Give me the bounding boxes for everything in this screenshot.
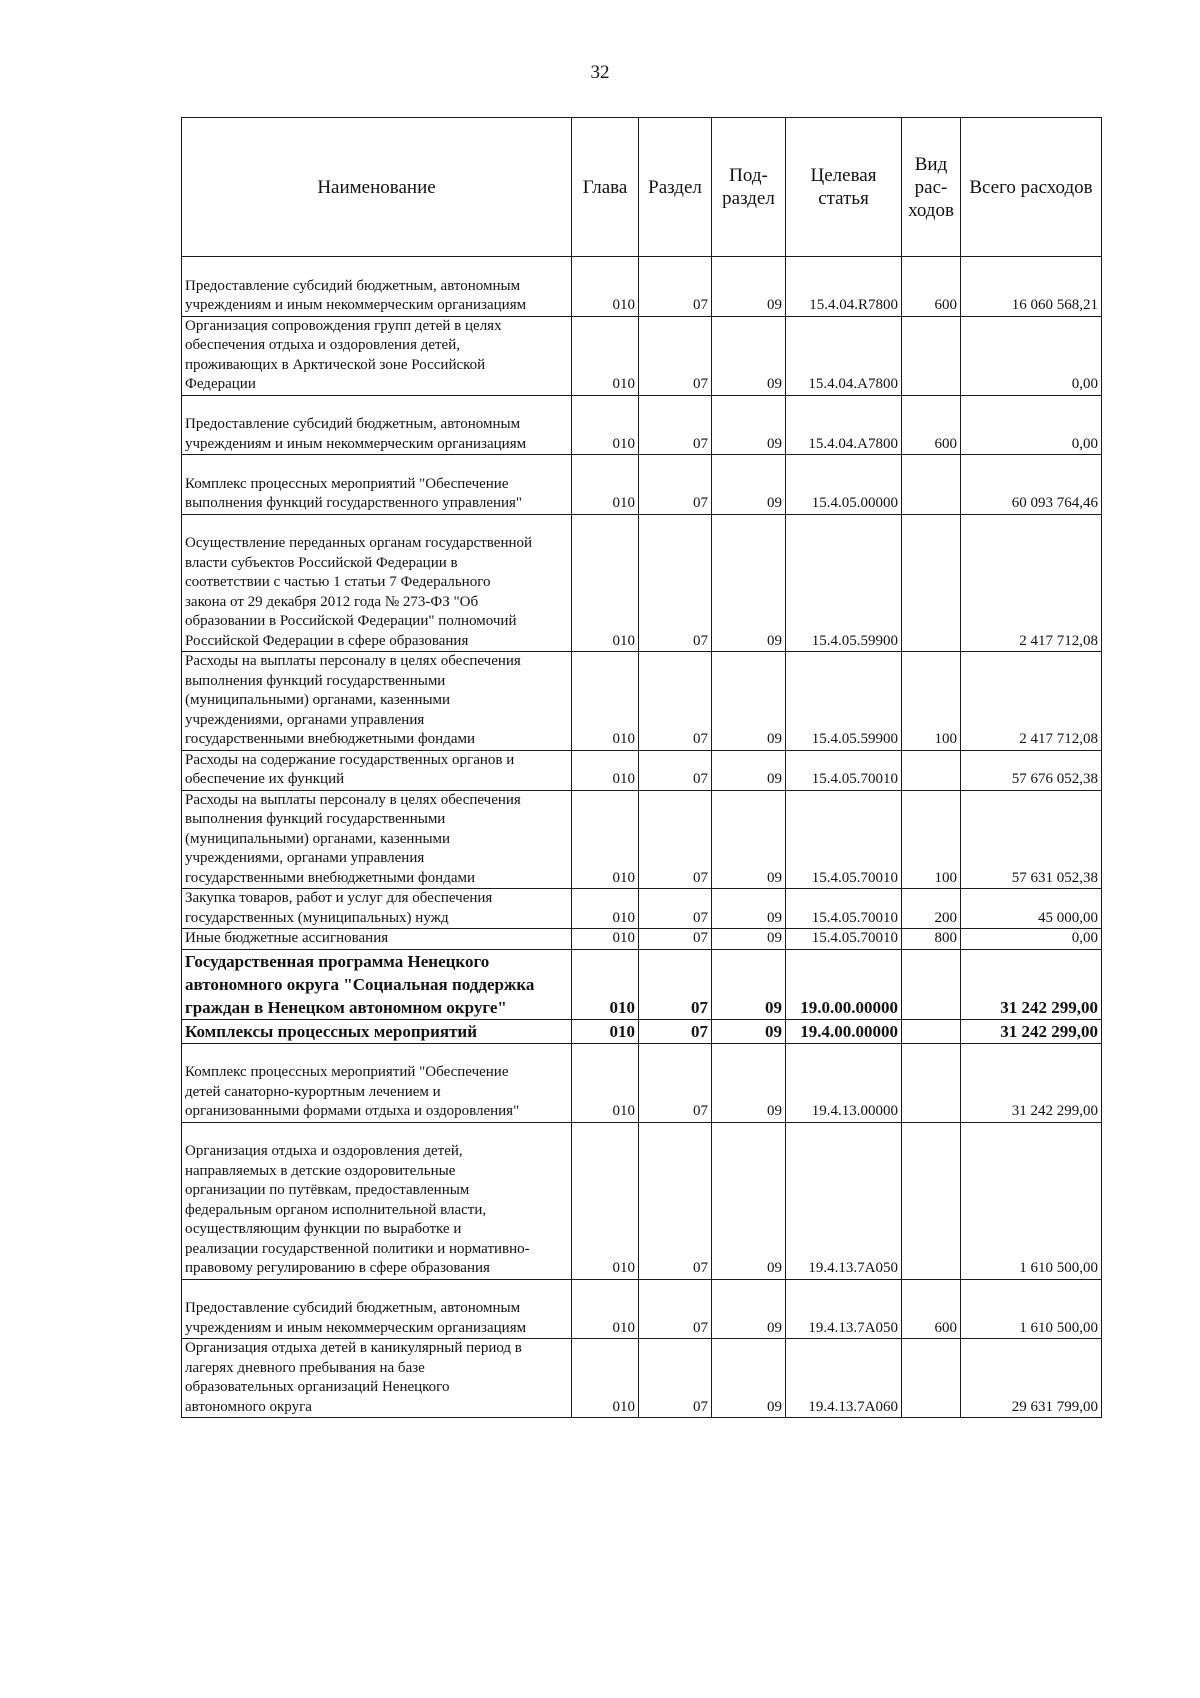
row-section: 07 [639, 316, 712, 395]
table-row [182, 395, 1102, 455]
row-section: 07 [639, 750, 712, 790]
row-section: 07 [639, 790, 712, 889]
row-chapter: 010 [572, 889, 639, 929]
row-section: 07 [639, 1122, 712, 1279]
table-row [182, 889, 1102, 929]
row-target-article: 19.4.13.7А050 [786, 1122, 902, 1279]
row-name: Организация отдыха детей в каникулярный период в лагерях дневного пребывания на базе образовательных организаций Ненецкого автономного округа [182, 1339, 572, 1418]
row-chapter: 010 [572, 1122, 639, 1279]
row-section: 07 [639, 652, 712, 751]
row-expense-type: 100 [902, 790, 961, 889]
row-target-article: 15.4.05.59900 [786, 514, 902, 652]
row-name: Предоставление субсидий бюджетным, автономным учреждениям и иным некоммерческим организациям [182, 257, 572, 317]
table-row [182, 750, 1102, 790]
row-target-article: 15.4.05.70010 [786, 750, 902, 790]
row-section: 07 [639, 1339, 712, 1418]
row-subsection: 09 [712, 1339, 786, 1418]
row-expense-type: 600 [902, 395, 961, 455]
row-target-article: 15.4.05.70010 [786, 889, 902, 929]
row-subsection: 09 [712, 455, 786, 515]
row-subsection: 09 [712, 652, 786, 751]
row-target-article: 15.4.05.00000 [786, 455, 902, 515]
row-total: 16 060 568,21 [961, 257, 1102, 317]
row-chapter: 010 [572, 1019, 639, 1043]
table-row [182, 1339, 1102, 1418]
table-row [182, 1043, 1102, 1122]
row-target-article: 19.4.13.7А060 [786, 1339, 902, 1418]
header-target-article: Целевая статья [786, 118, 902, 257]
row-name: Организация отдыха и оздоровления детей, направляемых в детские оздоровительные организации по путёвкам, предоставленным федеральным органом исполнительной власти, осуществляющим функции по выработке и реализации государственной политики и нормативно- правовому регулированию в сфере образования [182, 1122, 572, 1279]
row-name: Комплексы процессных мероприятий [182, 1019, 572, 1043]
row-chapter: 010 [572, 750, 639, 790]
row-chapter: 010 [572, 514, 639, 652]
row-section: 07 [639, 949, 712, 1019]
row-name: Государственная программа Ненецкого автономного округа "Социальная поддержка граждан в Ненецком автономном округе" [182, 949, 572, 1019]
row-chapter: 010 [572, 652, 639, 751]
row-name: Предоставление субсидий бюджетным, автономным учреждениям и иным некоммерческим организациям [182, 1279, 572, 1339]
header-name: Наименование [182, 118, 572, 257]
header-expense-type: Вид рас- ходов [902, 118, 961, 257]
row-chapter: 010 [572, 929, 639, 950]
header-section: Раздел [639, 118, 712, 257]
row-expense-type [902, 949, 961, 1019]
row-chapter: 010 [572, 1339, 639, 1418]
row-target-article: 19.0.00.00000 [786, 949, 902, 1019]
row-subsection: 09 [712, 1122, 786, 1279]
row-target-article: 15.4.04.R7800 [786, 257, 902, 317]
row-chapter: 010 [572, 1043, 639, 1122]
table-row [182, 455, 1102, 515]
table-row [182, 1019, 1102, 1043]
row-total: 31 242 299,00 [961, 1043, 1102, 1122]
row-expense-type: 200 [902, 889, 961, 929]
row-name: Комплекс процессных мероприятий "Обеспечение выполнения функций государственного управления" [182, 455, 572, 515]
row-name: Расходы на выплаты персоналу в целях обеспечения выполнения функций государственными (муниципальными) органами, казенными учреждениями, органами управления государственными внебюджетными фондами [182, 790, 572, 889]
table-row [182, 949, 1102, 1019]
row-subsection: 09 [712, 929, 786, 950]
row-subsection: 09 [712, 1019, 786, 1043]
row-subsection: 09 [712, 1279, 786, 1339]
row-section: 07 [639, 1043, 712, 1122]
row-expense-type [902, 1122, 961, 1279]
row-section: 07 [639, 395, 712, 455]
row-name: Расходы на выплаты персоналу в целях обеспечения выполнения функций государственными (муниципальными) органами, казенными учреждениями, органами управления государственными внебюджетными фондами [182, 652, 572, 751]
row-expense-type [902, 1339, 961, 1418]
row-expense-type [902, 455, 961, 515]
row-expense-type [902, 514, 961, 652]
table-row [182, 1279, 1102, 1339]
row-total: 45 000,00 [961, 889, 1102, 929]
table-row [182, 257, 1102, 317]
row-section: 07 [639, 455, 712, 515]
row-total: 2 417 712,08 [961, 652, 1102, 751]
row-subsection: 09 [712, 889, 786, 929]
table-row [182, 514, 1102, 652]
row-subsection: 09 [712, 514, 786, 652]
row-target-article: 15.4.05.70010 [786, 790, 902, 889]
row-subsection: 09 [712, 750, 786, 790]
row-chapter: 010 [572, 395, 639, 455]
table-row [182, 929, 1102, 950]
row-expense-type [902, 750, 961, 790]
table-body [182, 257, 1102, 1418]
row-total: 57 676 052,38 [961, 750, 1102, 790]
row-total: 31 242 299,00 [961, 1019, 1102, 1043]
row-subsection: 09 [712, 949, 786, 1019]
row-target-article: 15.4.05.70010 [786, 929, 902, 950]
table-row [182, 652, 1102, 751]
header-total: Всего расходов [961, 118, 1102, 257]
row-chapter: 010 [572, 790, 639, 889]
row-expense-type: 800 [902, 929, 961, 950]
row-total: 1 610 500,00 [961, 1122, 1102, 1279]
row-name: Предоставление субсидий бюджетным, автономным учреждениям и иным некоммерческим организациям [182, 395, 572, 455]
row-expense-type [902, 316, 961, 395]
row-target-article: 19.4.00.00000 [786, 1019, 902, 1043]
row-chapter: 010 [572, 1279, 639, 1339]
header-chapter: Глава [572, 118, 639, 257]
row-target-article: 15.4.05.59900 [786, 652, 902, 751]
row-target-article: 15.4.04.А7800 [786, 316, 902, 395]
row-target-article: 15.4.04.А7800 [786, 395, 902, 455]
row-chapter: 010 [572, 257, 639, 317]
row-section: 07 [639, 929, 712, 950]
table-header-row [182, 118, 1102, 257]
row-subsection: 09 [712, 790, 786, 889]
row-total: 1 610 500,00 [961, 1279, 1102, 1339]
row-name: Осуществление переданных органам государственной власти субъектов Российской Федерации в соответствии с частью 1 статьи 7 Федерального закона от 29 декабря 2012 года № 273-ФЗ "Об образовании в Российской Федерации" полномочий Российской Федерации в сфере образования [182, 514, 572, 652]
row-name: Организация сопровождения групп детей в целях обеспечения отдыха и оздоровления детей, проживающих в Арктической зоне Российской Федерации [182, 316, 572, 395]
row-name: Иные бюджетные ассигнования [182, 929, 572, 950]
row-subsection: 09 [712, 316, 786, 395]
row-section: 07 [639, 1019, 712, 1043]
row-expense-type [902, 1019, 961, 1043]
row-expense-type: 600 [902, 1279, 961, 1339]
row-total: 2 417 712,08 [961, 514, 1102, 652]
row-name: Закупка товаров, работ и услуг для обеспечения государственных (муниципальных) нужд [182, 889, 572, 929]
table-row [182, 316, 1102, 395]
row-total: 29 631 799,00 [961, 1339, 1102, 1418]
row-section: 07 [639, 257, 712, 317]
row-total: 0,00 [961, 316, 1102, 395]
row-total: 57 631 052,38 [961, 790, 1102, 889]
row-total: 31 242 299,00 [961, 949, 1102, 1019]
row-name: Комплекс процессных мероприятий "Обеспечение детей санаторно-курортным лечением и организованными формами отдыха и оздоровления" [182, 1043, 572, 1122]
budget-table [181, 117, 1102, 1418]
row-target-article: 19.4.13.00000 [786, 1043, 902, 1122]
row-subsection: 09 [712, 395, 786, 455]
row-section: 07 [639, 1279, 712, 1339]
row-expense-type: 600 [902, 257, 961, 317]
row-total: 0,00 [961, 395, 1102, 455]
table-row [182, 790, 1102, 889]
header-subsection: Под- раздел [712, 118, 786, 257]
row-chapter: 010 [572, 949, 639, 1019]
row-section: 07 [639, 889, 712, 929]
row-expense-type: 100 [902, 652, 961, 751]
row-chapter: 010 [572, 455, 639, 515]
row-target-article: 19.4.13.7А050 [786, 1279, 902, 1339]
row-section: 07 [639, 514, 712, 652]
row-chapter: 010 [572, 316, 639, 395]
row-name: Расходы на содержание государственных органов и обеспечение их функций [182, 750, 572, 790]
table-row [182, 1122, 1102, 1279]
row-subsection: 09 [712, 257, 786, 317]
row-subsection: 09 [712, 1043, 786, 1122]
page-number: 32 [590, 62, 610, 83]
row-expense-type [902, 1043, 961, 1122]
row-total: 60 093 764,46 [961, 455, 1102, 515]
row-total: 0,00 [961, 929, 1102, 950]
